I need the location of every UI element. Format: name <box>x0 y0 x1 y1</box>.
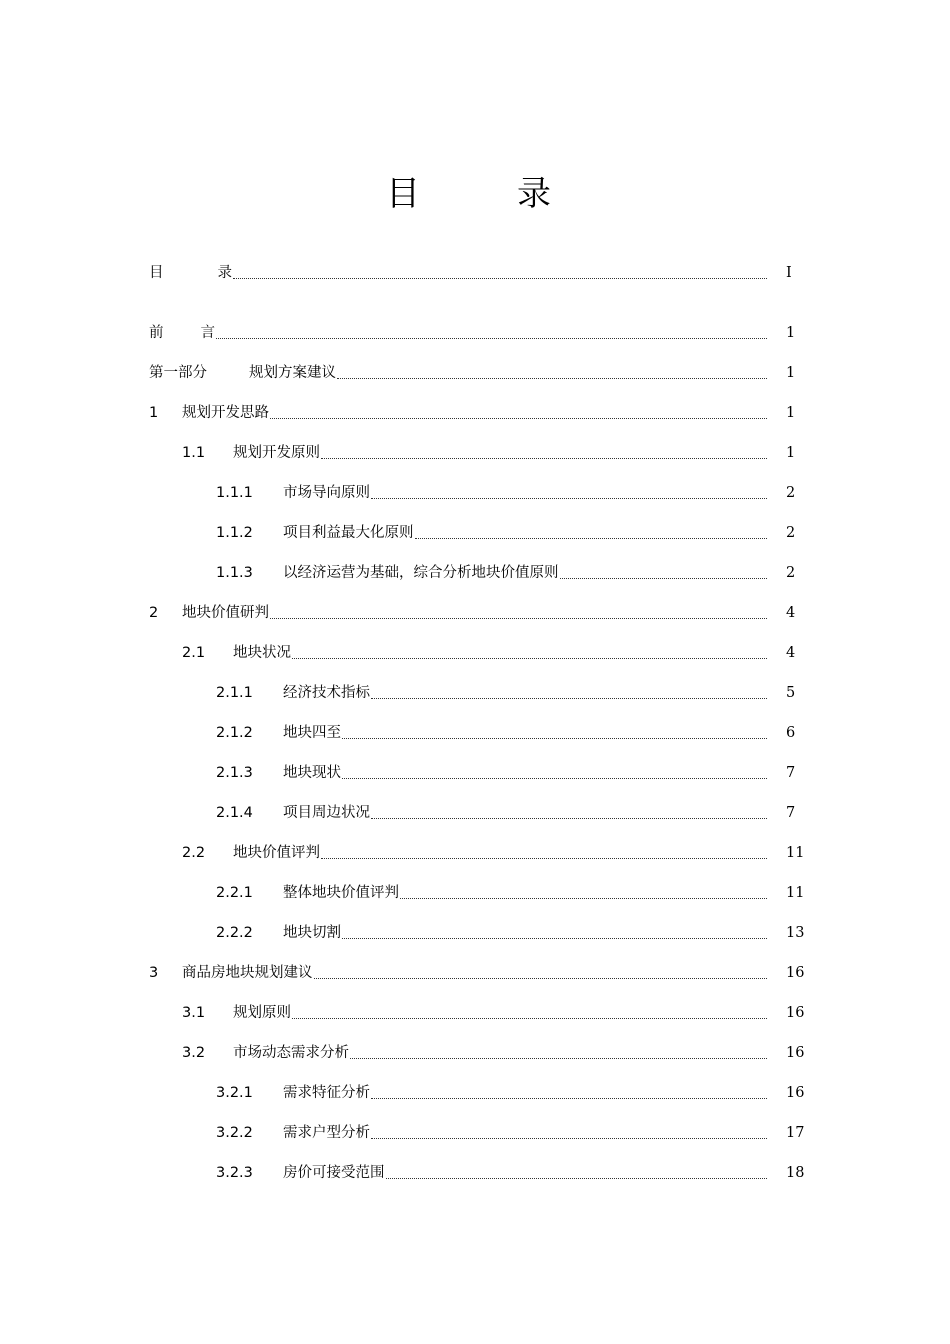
toc-entry-number: 2.1.4 <box>216 805 253 821</box>
toc-entry-text: 地块四至 <box>283 725 341 741</box>
toc-page-number: 11 <box>786 845 805 861</box>
toc-entry-text: 地块价值研判 <box>182 605 269 621</box>
toc-entry-number: 3.1 <box>182 1005 206 1021</box>
toc-leader-dots <box>321 442 767 464</box>
toc-page-number: 1 <box>786 365 796 381</box>
toc-page-number: 7 <box>786 765 796 781</box>
toc-leader-dots <box>560 562 767 584</box>
toc-page-number: 16 <box>786 965 805 981</box>
toc-entry-text: 项目利益最大化原则 <box>283 525 414 541</box>
toc-leader-dots <box>292 1002 767 1024</box>
toc-entry-number: 3 <box>149 965 159 981</box>
toc-leader-dots <box>386 1162 767 1184</box>
toc-page-number: 18 <box>786 1165 805 1181</box>
toc-entry[interactable] <box>0 642 950 664</box>
toc-entry[interactable] <box>0 362 950 384</box>
toc-entry[interactable] <box>0 522 950 544</box>
toc-page-number: 16 <box>786 1045 805 1061</box>
toc-page-number: 17 <box>786 1125 805 1141</box>
toc-entry-text: 规划开发思路 <box>182 405 269 421</box>
toc-page-number: 4 <box>786 645 796 661</box>
toc-page-number: I <box>786 265 792 281</box>
toc-entry-text: 目 录 <box>149 265 232 281</box>
toc-entry[interactable] <box>0 602 950 624</box>
toc-leader-dots <box>371 682 767 704</box>
toc-entry-number: 2.1.3 <box>216 765 253 781</box>
toc-entry-number: 1.1.1 <box>216 485 253 501</box>
toc-entry-text: 需求特征分析 <box>283 1085 370 1101</box>
toc-entry-text: 规划方案建议 <box>249 365 336 381</box>
toc-entry[interactable] <box>0 442 950 464</box>
toc-entry-number: 2.1.1 <box>216 685 253 701</box>
toc-entry-text: 市场导向原则 <box>283 485 370 501</box>
toc-entry[interactable] <box>0 682 950 704</box>
toc-leader-dots <box>350 1042 767 1064</box>
toc-entry[interactable] <box>0 562 950 584</box>
toc-entry-number: 1.1.3 <box>216 565 253 581</box>
toc-entry[interactable] <box>0 922 950 944</box>
toc-page-number: 4 <box>786 605 796 621</box>
toc-entry-text: 地块价值评判 <box>233 845 320 861</box>
toc-leader-dots <box>371 802 767 824</box>
toc-entry-number: 3.2 <box>182 1045 206 1061</box>
toc-page-number: 2 <box>786 565 796 581</box>
toc-page-number: 1 <box>786 445 796 461</box>
toc-entry-text: 以经济运营为基础，综合分析地块价值原则 <box>283 565 559 581</box>
toc-entry[interactable] <box>0 322 950 344</box>
toc-entry-text: 地块现状 <box>283 765 341 781</box>
toc-leader-dots <box>270 402 767 424</box>
toc-leader-dots <box>371 1122 767 1144</box>
toc-leader-dots <box>342 762 767 784</box>
toc-page-number: 11 <box>786 885 805 901</box>
toc-leader-dots <box>415 522 767 544</box>
toc-entry-number: 3.2.2 <box>216 1125 253 1141</box>
toc-entry-number: 2.1 <box>182 645 206 661</box>
toc-entry[interactable] <box>0 1042 950 1064</box>
toc-leader-dots <box>400 882 767 904</box>
toc-leader-dots <box>371 482 767 504</box>
toc-entry-text: 需求户型分析 <box>283 1125 370 1141</box>
toc-leader-dots <box>216 322 767 344</box>
toc-leader-dots <box>270 602 767 624</box>
toc-leader-dots <box>292 642 767 664</box>
toc-entry-number: 2.1.2 <box>216 725 253 741</box>
toc-entry-text: 房价可接受范围 <box>283 1165 385 1181</box>
toc-leader-dots <box>342 922 767 944</box>
toc-entry-number: 2.2 <box>182 845 206 861</box>
toc-entry[interactable] <box>0 842 950 864</box>
toc-entry[interactable] <box>0 1162 950 1184</box>
toc-leader-dots <box>337 362 767 384</box>
toc-entry-number: 第一部分 <box>149 365 207 381</box>
toc-leader-dots <box>321 842 767 864</box>
toc-entry-text: 整体地块价值评判 <box>283 885 399 901</box>
toc-entry[interactable] <box>0 482 950 504</box>
toc-entry-number: 2.2.1 <box>216 885 253 901</box>
toc-entry-number: 3.2.3 <box>216 1165 253 1181</box>
toc-entry-text: 地块切割 <box>283 925 341 941</box>
toc-entry-number: 1.1.2 <box>216 525 253 541</box>
toc-entry[interactable] <box>0 882 950 904</box>
toc-entry-text: 经济技术指标 <box>283 685 370 701</box>
toc-entry-text: 规划原则 <box>233 1005 291 1021</box>
toc-entry[interactable] <box>0 402 950 424</box>
toc-leader-dots <box>233 262 767 284</box>
toc-entry[interactable] <box>0 802 950 824</box>
toc-page-number: 16 <box>786 1085 805 1101</box>
toc-entry[interactable] <box>0 762 950 784</box>
toc-entry[interactable] <box>0 722 950 744</box>
toc-page-number: 5 <box>786 685 796 701</box>
toc-title-char-1: 目 <box>386 174 420 214</box>
toc-entry[interactable] <box>0 262 950 284</box>
toc-entry-number: 2 <box>149 605 159 621</box>
toc-page-number: 2 <box>786 485 796 501</box>
toc-page-number: 16 <box>786 1005 805 1021</box>
toc-entry-text: 商品房地块规划建议 <box>182 965 313 981</box>
toc-page-number: 6 <box>786 725 796 741</box>
toc-entry-text: 前 言 <box>149 325 215 341</box>
toc-leader-dots <box>371 1082 767 1104</box>
toc-entry-text: 市场动态需求分析 <box>233 1045 349 1061</box>
toc-page-number: 1 <box>786 405 796 421</box>
toc-page-number: 2 <box>786 525 796 541</box>
toc-entry[interactable] <box>0 962 950 984</box>
toc-entry-text: 项目周边状况 <box>283 805 370 821</box>
toc-entry-text: 地块状况 <box>233 645 291 661</box>
toc-entry-text: 规划开发原则 <box>233 445 320 461</box>
toc-entry-number: 1.1 <box>182 445 206 461</box>
toc-title <box>0 172 950 216</box>
toc-title-char-2: 录 <box>517 174 551 214</box>
toc-entry-number: 1 <box>149 405 159 421</box>
toc-entry[interactable] <box>0 1122 950 1144</box>
toc-entry[interactable] <box>0 1002 950 1024</box>
toc-leader-dots <box>342 722 767 744</box>
toc-page-number: 7 <box>786 805 796 821</box>
toc-leader-dots <box>314 962 767 984</box>
toc-page-number: 13 <box>786 925 805 941</box>
toc-page-number: 1 <box>786 325 796 341</box>
toc-entry[interactable] <box>0 1082 950 1104</box>
toc-entry-number: 2.2.2 <box>216 925 253 941</box>
toc-entry-number: 3.2.1 <box>216 1085 253 1101</box>
